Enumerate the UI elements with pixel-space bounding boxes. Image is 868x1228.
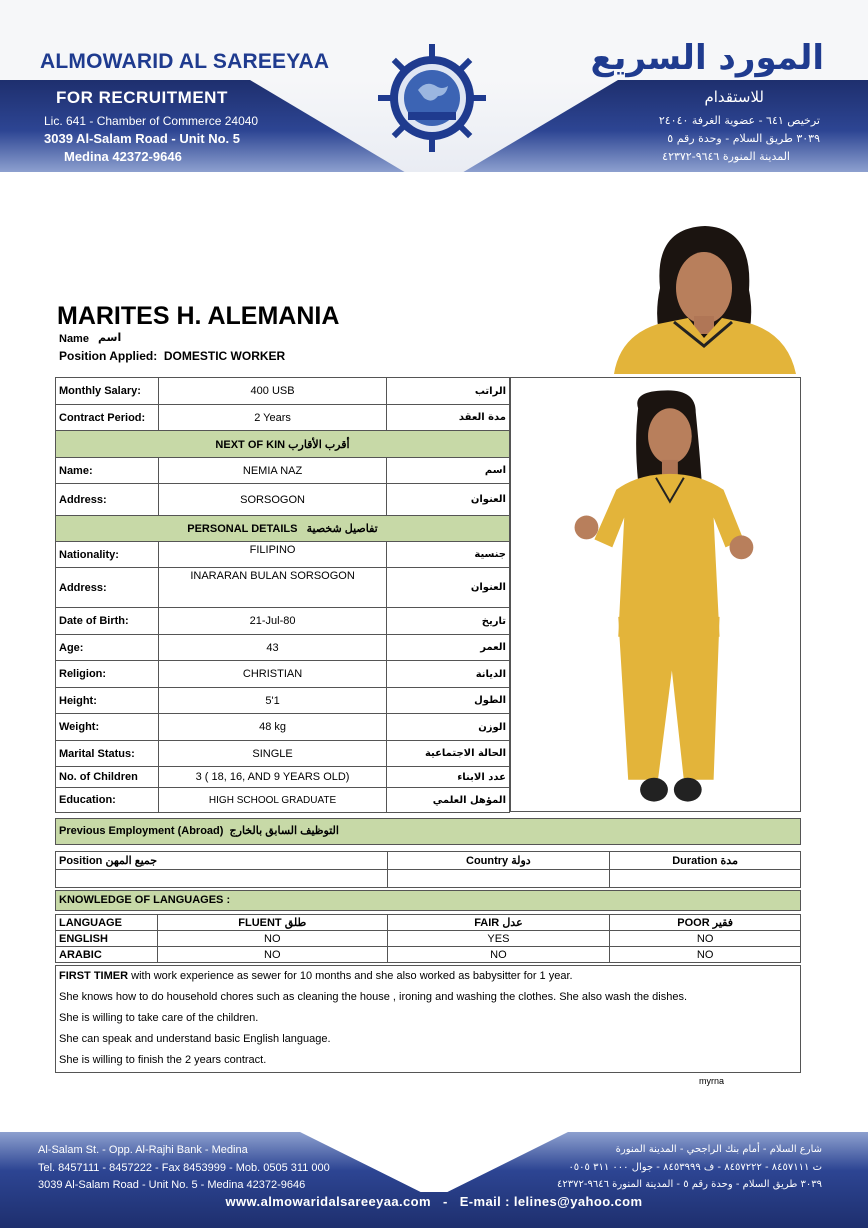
nationality-value: FILIPINO <box>158 542 386 568</box>
language-column-header: LANGUAGE <box>56 915 158 931</box>
marital-label-ar: الحالة الاجتماعية <box>387 741 510 767</box>
applicant-info-table <box>55 377 510 813</box>
languages-table <box>55 914 801 963</box>
remark-text: with work experience as sewer for 10 months and she also worked as babysitter for 1 year. <box>128 970 573 982</box>
height-label-ar: الطول <box>387 688 510 714</box>
footer-city-ar: ٣٠٣٩ طريق السلام - وحدة رقم ٥ - المدينة المنورة ٩٦٤٦-٤٢٣٧٢ <box>557 1179 822 1190</box>
fair-column-header <box>387 915 610 931</box>
address-label: Address: <box>56 568 159 608</box>
company-name-en: ALMOWARID AL SAREEYAA <box>40 50 330 73</box>
duration-column-label: Duration <box>672 855 718 867</box>
children-label-ar: عدد الابناء <box>387 767 510 788</box>
table-row <box>56 378 510 405</box>
poor-label: POOR <box>677 917 710 929</box>
remark-line: She is willing to take care of the children. <box>59 1012 259 1024</box>
name-label-ar: اسم <box>98 331 122 344</box>
fair-value: YES <box>387 931 610 947</box>
empty-cell <box>387 870 610 888</box>
table-row <box>56 767 510 788</box>
duration-column-label-ar: مدة <box>720 855 738 867</box>
table-row <box>56 788 510 813</box>
remark-line: She is willing to finish the 2 years contract. <box>59 1054 267 1066</box>
table-row <box>56 931 801 947</box>
table-row <box>56 915 801 931</box>
table-row <box>56 741 510 767</box>
education-label: Education: <box>56 788 159 813</box>
company-subtitle-ar: للاستقدام <box>704 88 764 106</box>
education-value: HIGH SCHOOL GRADUATE <box>158 788 386 813</box>
table-row <box>56 516 510 542</box>
fluent-column-header <box>157 915 387 931</box>
prepared-by: myrna <box>699 1076 725 1086</box>
table-row <box>56 635 510 661</box>
footer-phone-en: Tel. 8457111 - 8457222 - Fax 8453999 - Mob. 0505 311 000 <box>38 1162 330 1174</box>
country-column-label-ar: دولة <box>511 855 531 867</box>
previous-employment-title: Previous Employment (Abroad) <box>59 825 224 837</box>
letterhead-footer <box>0 1132 868 1228</box>
city-line-ar: المدينة المنورة ٩٦٤٦-٤٢٣٧٢ <box>662 150 790 163</box>
dob-label: Date of Birth: <box>56 608 159 635</box>
religion-label: Religion: <box>56 661 159 688</box>
age-label-ar: العمر <box>387 635 510 661</box>
license-line-ar: ترخيص ٦٤١ - عضوية الغرفة ٢٤٠٤٠ <box>658 114 820 127</box>
empty-cell <box>610 870 801 888</box>
kin-address-label-ar: العنوان <box>387 484 510 516</box>
table-row <box>56 714 510 741</box>
applicant-full-body-photo <box>510 377 801 812</box>
next-of-kin-title: NEXT OF KIN <box>215 438 286 451</box>
personal-details-title-ar: تفاصيل شخصية <box>306 523 378 535</box>
kin-name-label-ar: اسم <box>387 458 510 484</box>
country-column-label: Country <box>466 855 509 867</box>
education-label-ar: المؤهل العلمي <box>387 788 510 813</box>
children-label: No. of Children <box>56 767 159 788</box>
poor-column-header <box>610 915 801 931</box>
company-name-ar: المورد السريع <box>590 38 824 78</box>
contract-label-ar: مدة العقد <box>387 405 510 431</box>
dob-label-ar: تاريخ <box>387 608 510 635</box>
employment-table <box>55 851 801 888</box>
height-label: Height: <box>56 688 159 714</box>
kin-name-label: Name: <box>56 458 159 484</box>
religion-value: CHRISTIAN <box>158 661 386 688</box>
footer-phone-ar: ت ٨٤٥٧١١١ - ٨٤٥٧٢٢٢ - ف ٨٤٥٣٩٩٩ - جوال ٠٠٠ ٣١١ ٠٥٠٥ <box>568 1162 822 1173</box>
applicant-name: MARITES H. ALEMANIA <box>57 302 340 330</box>
position-value: DOMESTIC WORKER <box>163 349 286 363</box>
marital-label: Marital Status: <box>56 741 159 767</box>
table-row <box>56 608 510 635</box>
address-line-en: 3039 Al-Salam Road - Unit No. 5 <box>44 131 241 146</box>
salary-label: Monthly Salary: <box>56 378 159 405</box>
email-label: E-mail : <box>459 1194 510 1209</box>
country-column-header <box>387 852 610 870</box>
religion-label-ar: الديانة <box>387 661 510 688</box>
empty-cell <box>56 870 388 888</box>
table-row <box>56 947 801 963</box>
footer-address-ar: شارع السلام - أمام بنك الراجحي - المدينة المنورة <box>615 1144 822 1155</box>
remark-highlight: FIRST TIMER <box>59 970 129 982</box>
website-link[interactable]: www.almowaridalsareeyaa.com <box>225 1194 431 1209</box>
table-row <box>56 542 510 568</box>
license-line-en: Lic. 641 - Chamber of Commerce 24040 <box>44 114 259 128</box>
language-name: ARABIC <box>56 947 158 963</box>
position-column-header <box>56 852 388 870</box>
fair-value: NO <box>387 947 610 963</box>
contract-label: Contract Period: <box>56 405 159 431</box>
position-label: Position Applied: <box>59 349 158 363</box>
next-of-kin-header <box>56 431 510 458</box>
weight-value: 48 kg <box>158 714 386 741</box>
next-of-kin-title-ar: أقرب الأقارب <box>288 438 350 451</box>
email-link[interactable]: lelines@yahoo.com <box>513 1194 643 1209</box>
previous-employment-header <box>55 818 801 845</box>
full-body-figure-icon <box>511 378 800 811</box>
weight-label-ar: الوزن <box>387 714 510 741</box>
poor-value: NO <box>610 947 801 963</box>
fluent-value: NO <box>157 947 387 963</box>
position-applied <box>59 349 285 363</box>
fair-label: FAIR <box>474 917 500 929</box>
letterhead-header <box>0 0 868 172</box>
applicant-headshot-photo <box>610 218 800 374</box>
children-value: 3 ( 18, 16, AND 9 YEARS OLD) <box>158 767 386 788</box>
languages-header: KNOWLEDGE OF LANGUAGES : <box>55 890 801 911</box>
language-name: ENGLISH <box>56 931 158 947</box>
dob-value: 21-Jul-80 <box>158 608 386 635</box>
table-row <box>56 661 510 688</box>
address-line-ar: ٣٠٣٩ طريق السلام - وحدة رقم ٥ <box>667 132 820 145</box>
footer-band-notch <box>300 1132 568 1192</box>
remark-line <box>59 969 797 990</box>
fair-label-ar: عدل <box>502 917 523 929</box>
poor-label-ar: فقير <box>712 917 733 929</box>
age-label: Age: <box>56 635 159 661</box>
table-row <box>56 431 510 458</box>
poor-value: NO <box>610 931 801 947</box>
footer-city-en: 3039 Al-Salam Road - Unit No. 5 - Medina 42372-9646 <box>38 1179 306 1191</box>
company-subtitle-en: FOR RECRUITMENT <box>56 88 228 107</box>
personal-details-title: PERSONAL DETAILS <box>187 523 298 535</box>
table-row <box>56 484 510 516</box>
salary-label-ar: الراتب <box>387 378 510 405</box>
table-row <box>56 870 801 888</box>
fluent-value: NO <box>157 931 387 947</box>
address-label-ar: العنوان <box>387 568 510 608</box>
marital-value: SINGLE <box>158 741 386 767</box>
fluent-label-ar: طلق <box>284 917 307 929</box>
table-row <box>56 688 510 714</box>
remark-line: She can speak and understand basic English language. <box>59 1033 331 1045</box>
table-row <box>56 568 510 608</box>
personal-details-header <box>56 516 510 542</box>
remark-line: She knows how to do household chores such as cleaning the house , ironing and washing the clothes. She also wash the dishes. <box>59 991 688 1003</box>
height-value: 5'1 <box>158 688 386 714</box>
position-column-label-ar: جميع المهن <box>105 855 158 867</box>
age-value: 43 <box>158 635 386 661</box>
duration-column-header <box>610 852 801 870</box>
table-row <box>56 852 801 870</box>
salary-value: 400 USB <box>158 378 386 405</box>
remarks-box <box>55 965 801 1073</box>
kin-name-value: NEMIA NAZ <box>158 458 386 484</box>
nationality-label-ar: جنسية <box>387 542 510 568</box>
table-row <box>56 458 510 484</box>
weight-label: Weight: <box>56 714 159 741</box>
footer-address-en: Al-Salam St. - Opp. Al-Rajhi Bank - Medina <box>38 1144 248 1156</box>
nationality-label: Nationality: <box>56 542 159 568</box>
footer-web-line: www.almowaridalsareeyaa.com - E-mail : lelines@yahoo.com <box>225 1194 643 1209</box>
fluent-label: FLUENT <box>238 917 282 929</box>
kin-address-label: Address: <box>56 484 159 516</box>
city-line-en: Medina 42372-9646 <box>64 149 182 164</box>
contract-value: 2 Years <box>158 405 386 431</box>
table-row <box>56 405 510 431</box>
name-label: Name <box>59 333 89 345</box>
company-logo-icon <box>376 42 488 154</box>
position-column-label: Position <box>59 855 103 867</box>
previous-employment-title-ar: التوظيف السابق بالخارج <box>229 825 339 837</box>
address-value: INARARAN BULAN SORSOGON <box>158 568 386 608</box>
kin-address-value: SORSOGON <box>158 484 386 516</box>
